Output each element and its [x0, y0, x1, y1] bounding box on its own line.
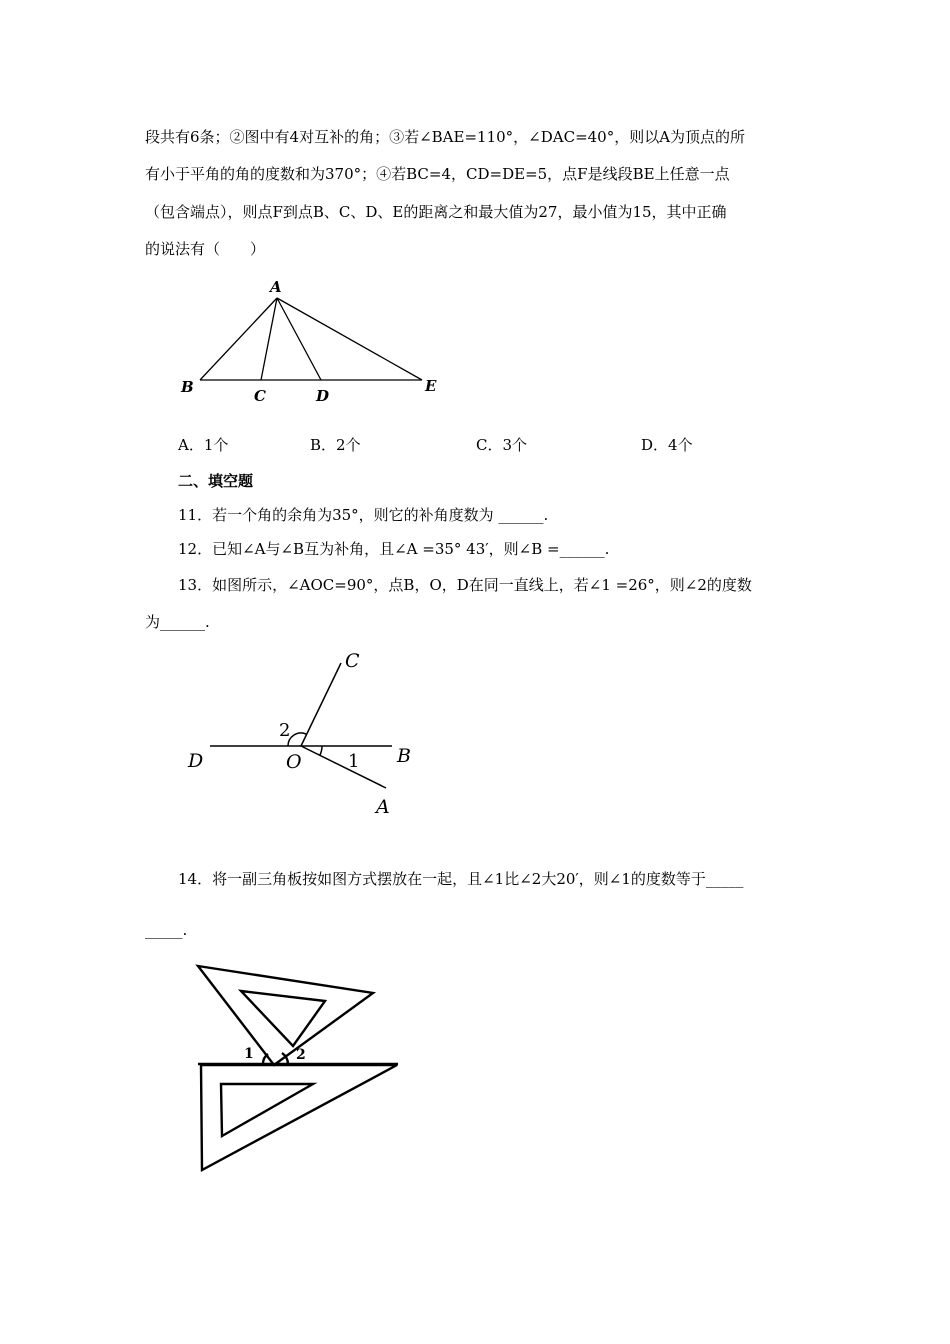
q10-line-2: 有小于平角的角的度数和为370°；④若BC=4，CD=DE=5，点F是线段BE上任意一点	[145, 165, 730, 183]
q10-option-d: D．4个	[641, 436, 693, 454]
q14-line-2: _____.	[145, 921, 188, 939]
q10-option-a: A．1个	[178, 436, 229, 454]
q10-line-1: 段共有6条；②图中有4对互补的角；③若∠BAE=110°，∠DAC=40°，则以A为顶点的所	[145, 128, 746, 146]
q12-text: 12．已知∠A与∠B互为补角，且∠A =35° 43′，则∠B =______.	[178, 540, 610, 558]
q13-label-d: D	[188, 750, 204, 772]
q13-label-c: C	[345, 650, 360, 672]
q14-label-2: 2	[296, 1047, 306, 1063]
q14-line-1: 14．将一副三角板按如图方式摆放在一起，且∠1比∠2大20′，则∠1的度数等于_____	[178, 870, 744, 888]
q13-label-b: B	[397, 745, 411, 767]
q13-label-a: A	[376, 796, 390, 818]
q10-label-e: E	[425, 377, 437, 395]
q10-label-d: D	[316, 387, 330, 405]
q10-label-b: B	[181, 378, 194, 396]
q13-figure	[180, 645, 430, 825]
q10-figure	[170, 275, 450, 410]
q10-option-b: B．2个	[310, 436, 361, 454]
q13-line-1: 13．如图所示，∠AOC=90°，点B，O，D在同一直线上，若∠1 =26°，则∠2的度数	[178, 576, 752, 594]
q14-label-1: 1	[244, 1046, 254, 1062]
q10-line-4: 的说法有（ ）	[145, 240, 266, 258]
q11-text: 11．若一个角的余角为35°，则它的补角度数为 ______.	[178, 506, 549, 524]
q10-label-c: C	[254, 387, 266, 405]
q13-label-2: 2	[279, 720, 291, 741]
q13-line-2: 为______.	[145, 613, 210, 631]
q10-option-c: C．3个	[476, 436, 528, 454]
q13-label-1: 1	[348, 751, 360, 772]
q13-label-o: O	[286, 751, 302, 773]
q10-label-a: A	[270, 278, 282, 296]
q10-line-3: （包含端点），则点F到点B、C、D、E的距离之和最大值为27，最小值为15，其中正确	[145, 203, 727, 221]
section-title: 二、填空题	[178, 472, 254, 490]
q14-figure	[190, 960, 410, 1180]
